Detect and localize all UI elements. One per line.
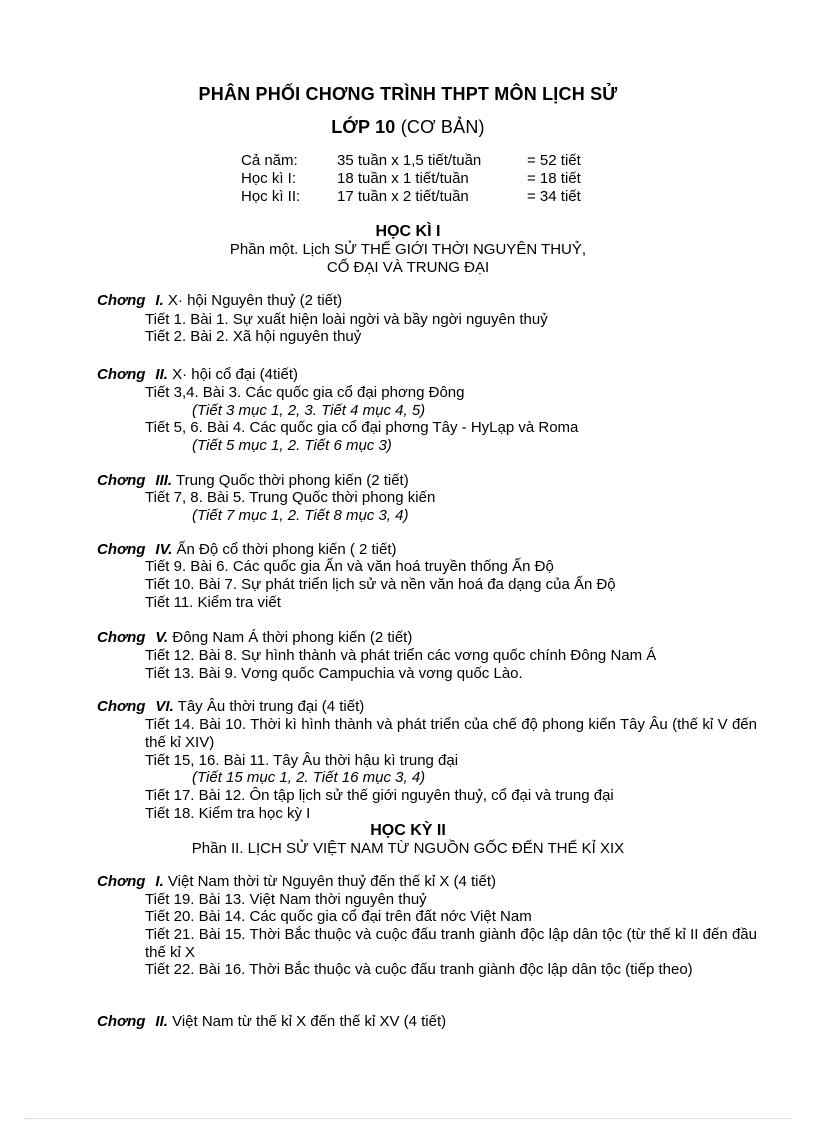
lesson-line: Tiết 19. Bài 13. Việt Nam thời nguyên thuỷ [145,891,427,908]
chapter-word: Chơng [97,698,146,715]
chapter-heading [97,366,298,384]
chapter-number: II. [155,366,168,383]
summary-detail: 18 tuần x 1 tiết/tuần [337,170,469,187]
page-bottom-rule [24,1118,792,1119]
chapter-word: Chơng [97,472,146,489]
lesson-line: Tiết 21. Bài 15. Thời Bắc thuộc và cuộc đấu tranh giành độc lập dân tộc (từ thế kỉ II đến đầu thế kỉ X [145,926,757,961]
chapter-title: X· hội Nguyên thuỷ (2 tiết) [167,292,343,309]
lesson-line: Tiết 1. Bài 1. Sự xuất hiện loài ngời và bầy ngời nguyên thuỷ [145,311,548,328]
grade-label: LỚP 10 [331,117,396,137]
lesson-line: Tiết 15, 16. Bài 11. Tây Âu thời hậu kì trung đại [145,752,459,769]
lesson-line: Tiết 20. Bài 14. Các quốc gia cổ đại trên đất nớc Việt Nam [145,908,532,925]
summary-row [241,188,581,206]
lesson-line: Tiết 10. Bài 7. Sự phát triển lịch sử và nền văn hoá đa dạng của Ấn Độ [145,576,616,593]
summary-label: Cả năm: [241,152,298,169]
chapter-title: Tây Âu thời trung đại (4 tiết) [177,698,365,715]
chapter-title: Trung Quốc thời phong kiến (2 tiết) [175,472,409,489]
part-1-title: Phần một. Lịch SỬ THẾ GIỚI THỜI NGUYÊN THUỶ, [229,241,587,258]
semester-1-heading: HỌC KÌ I [375,223,441,240]
chapter-word: Chơng [97,541,146,558]
lesson-line: Tiết 17. Bài 12. Ôn tập lịch sử thế giới nguyên thuỷ, cổ đại và trung đại [145,787,614,804]
lesson-note: (Tiết 7 mục 1, 2. Tiết 8 mục 3, 4) [192,507,409,524]
lesson-line: Tiết 12. Bài 8. Sự hình thành và phát triển các vơng quốc chính Đông Nam Á [145,647,657,664]
chapter-title: Việt Nam thời từ Nguyên thuỷ đến thế kỉ X (4 tiết) [167,873,497,890]
chapter-title: X· hội cổ đại (4tiết) [172,366,298,383]
chapter-title: Ấn Độ cổ thời phong kiến ( 2 tiết) [176,541,397,558]
summary-row [241,152,581,170]
document-title: PHÂN PHỐI CHƠNG TRÌNH THPT MÔN LỊCH SỬ [198,84,618,104]
chapter-heading [97,873,496,891]
chapter-title: Đông Nam Á thời phong kiến (2 tiết) [172,629,413,646]
semester-2-heading: HỌC KỲ II [370,822,446,839]
chapter-heading [97,541,397,559]
period-summary [241,152,581,206]
summary-detail: 35 tuần x 1,5 tiết/tuần [337,152,482,169]
chapter-number: IV. [155,541,173,558]
lesson-line: Tiết 13. Bài 9. Vơng quốc Campuchia và vơng quốc Lào. [145,665,523,682]
chapter-number: III. [155,472,173,489]
lesson-line: Tiết 11. Kiểm tra viết [145,594,281,611]
lesson-note: (Tiết 15 mục 1, 2. Tiết 16 mục 3, 4) [192,769,426,786]
part-1-title-cont: CỔ ĐẠI VÀ TRUNG ĐẠI [326,259,490,276]
chapter-number: I. [155,873,164,890]
chapter-heading [97,629,412,647]
lesson-note: (Tiết 3 mục 1, 2, 3. Tiết 4 mục 4, 5) [192,402,426,419]
lesson-line: Tiết 22. Bài 16. Thời Bắc thuộc và cuộc đấu tranh giành độc lập dân tộc (tiếp theo) [145,961,693,978]
lesson-line: Tiết 14. Bài 10. Thời kì hình thành và phát triển của chế độ phong kiến Tây Âu (thế kỉ V đến thế kỉ XIV) [145,716,757,751]
summary-detail: 17 tuần x 2 tiết/tuần [337,188,469,205]
lesson-line: Tiết 9. Bài 6. Các quốc gia Ấn và văn hoá truyền thống Ấn Độ [145,558,554,575]
lesson-line: Tiết 3,4. Bài 3. Các quốc gia cổ đại phơng Đông [145,384,465,401]
lesson-line: Tiết 18. Kiểm tra học kỳ I [145,805,311,822]
grade-heading [0,117,816,138]
chapter-word: Chơng [97,366,146,383]
summary-total: = 18 tiết [527,170,581,187]
chapter-heading [97,698,364,716]
summary-total: = 34 tiết [527,188,581,205]
chapter-number: VI. [155,698,174,715]
lesson-line: Tiết 7, 8. Bài 5. Trung Quốc thời phong kiến [145,489,436,506]
chapter-word: Chơng [97,629,146,646]
summary-row [241,170,581,188]
lesson-line: Tiết 2. Bài 2. Xã hội nguyên thuỷ [145,328,362,345]
chapter-number: V. [155,629,169,646]
chapter-word: Chơng [97,1013,146,1030]
chapter-number: I. [155,292,164,309]
chapter-heading [97,1013,446,1031]
chapter-number: II. [155,1013,168,1030]
lesson-note: (Tiết 5 mục 1, 2. Tiết 6 mục 3) [192,437,392,454]
chapter-word: Chơng [97,873,146,890]
chapter-heading [97,292,342,310]
chapter-heading [97,472,409,490]
chapter-title: Việt Nam từ thế kỉ X đến thế kỉ XV (4 tiết) [172,1013,447,1030]
part-2-title: Phần II. LỊCH SỬ VIỆT NAM TỪ NGUỒN GỐC ĐẾN THẾ KỈ XIX [191,840,625,857]
summary-total: = 52 tiết [527,152,581,169]
summary-label: Học kì I: [241,170,297,187]
chapter-word: Chơng [97,292,146,309]
summary-label: Học kì II: [241,188,301,205]
lesson-line: Tiết 5, 6. Bài 4. Các quốc gia cổ đại phơng Tây - HyLạp và Roma [145,419,579,436]
grade-note: (CƠ BẢN) [400,117,485,137]
